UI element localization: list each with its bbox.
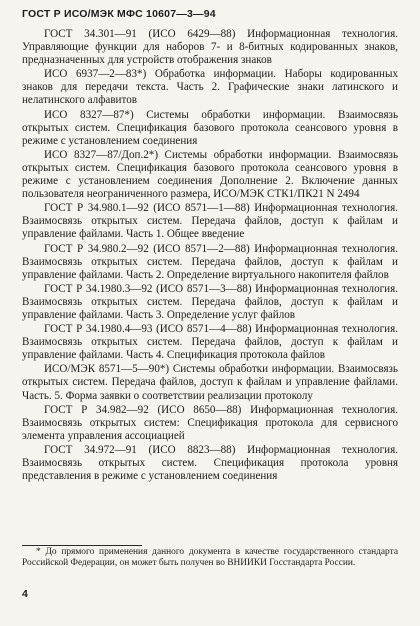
reference-item: ИСО 6937—2—83*) Обработка информации. Наборы кодированных знаков для передачи текста. Часть 2. Графические знаки латинского и нелатинского алфавитов [22, 68, 398, 107]
reference-item: ГОСТ 34.301—91 (ИСО 6429—88) Информационная технология. Управляющие функции для наборов 7- и 8-битных кодированных знаков, предназначенных для устройств отображения знаков [22, 28, 398, 67]
footnote-divider [22, 545, 142, 546]
reference-item: ГОСТ Р 34.1980.3—92 (ИСО 8571—3—88) Информационная технология. Взаимосвязь открытых систем. Передача файлов, доступ к файлам и управление файлами. Часть 3. Определение услуг файлов [22, 282, 398, 321]
running-header: ГОСТ Р ИСО/МЭК МФС 10607—3—94 [22, 8, 216, 20]
reference-item: ГОСТ Р 34.982—92 (ИСО 8650—88) Информационная технология. Взаимосвязь открытых систем: Спецификация протокола для сервисного элемента управления ассоциацией [22, 403, 398, 442]
reference-item: ИСО 8327—87*) Системы обработки информации. Взаимосвязь открытых систем. Спецификация базового протокола сеансового уровня в режиме с установлением соединения [22, 108, 398, 147]
references-list [22, 28, 398, 483]
reference-item: ИСО/МЭК 8571—5—90*) Системы обработки информации. Взаимосвязь открытых систем. Передача файлов, доступ к файлам и управление файлами. Часть. 5. Форма заявки о соответствии реализации протоколу [22, 363, 398, 402]
reference-item: ГОСТ Р 34.980.1—92 (ИСО 8571—1—88) Информационная технология. Взаимосвязь открытых систем. Передача файлов, доступ к файлам и управление файлами. Часть 1. Общее введение [22, 202, 398, 241]
reference-item: ИСО 8327—87/Доп.2*) Системы обработки информации. Взаимосвязь открытых систем. Спецификация базового протокола сеансового уровня в режиме с установлением соединения Дополнение 2. Включение данных пользователя неограниченного размера, ИСО/МЭК СТК1/ПК21 N 2494 [22, 148, 398, 201]
reference-item: ГОСТ 34.972—91 (ИСО 8823—88) Информационная технология. Взаимосвязь открытых систем. Спецификация протокола уровня представления в режиме с установлением соединения [22, 443, 398, 483]
reference-item: ГОСТ Р 34.1980.4—93 (ИСО 8571—4—88) Информационная технология. Взаимосвязь открытых систем. Передача файлов, доступ к файлам и управление файлами. Часть 4. Спецификация протокола файлов [22, 323, 398, 362]
footnote: * До прямого применения данного документа в качестве государственного стандарта Российской Федерации, он может быть получен во ВНИИКИ Госстандарта России. [22, 547, 398, 569]
reference-item: ГОСТ Р 34.980.2—92 (ИСО 8571—2—88) Информационная технология. Взаимосвязь открытых систем. Передача файлов, доступ к файлам и управление файлами. Часть 2. Определение виртуального накопителя файлов [22, 242, 398, 281]
page-number: 4 [22, 588, 28, 600]
